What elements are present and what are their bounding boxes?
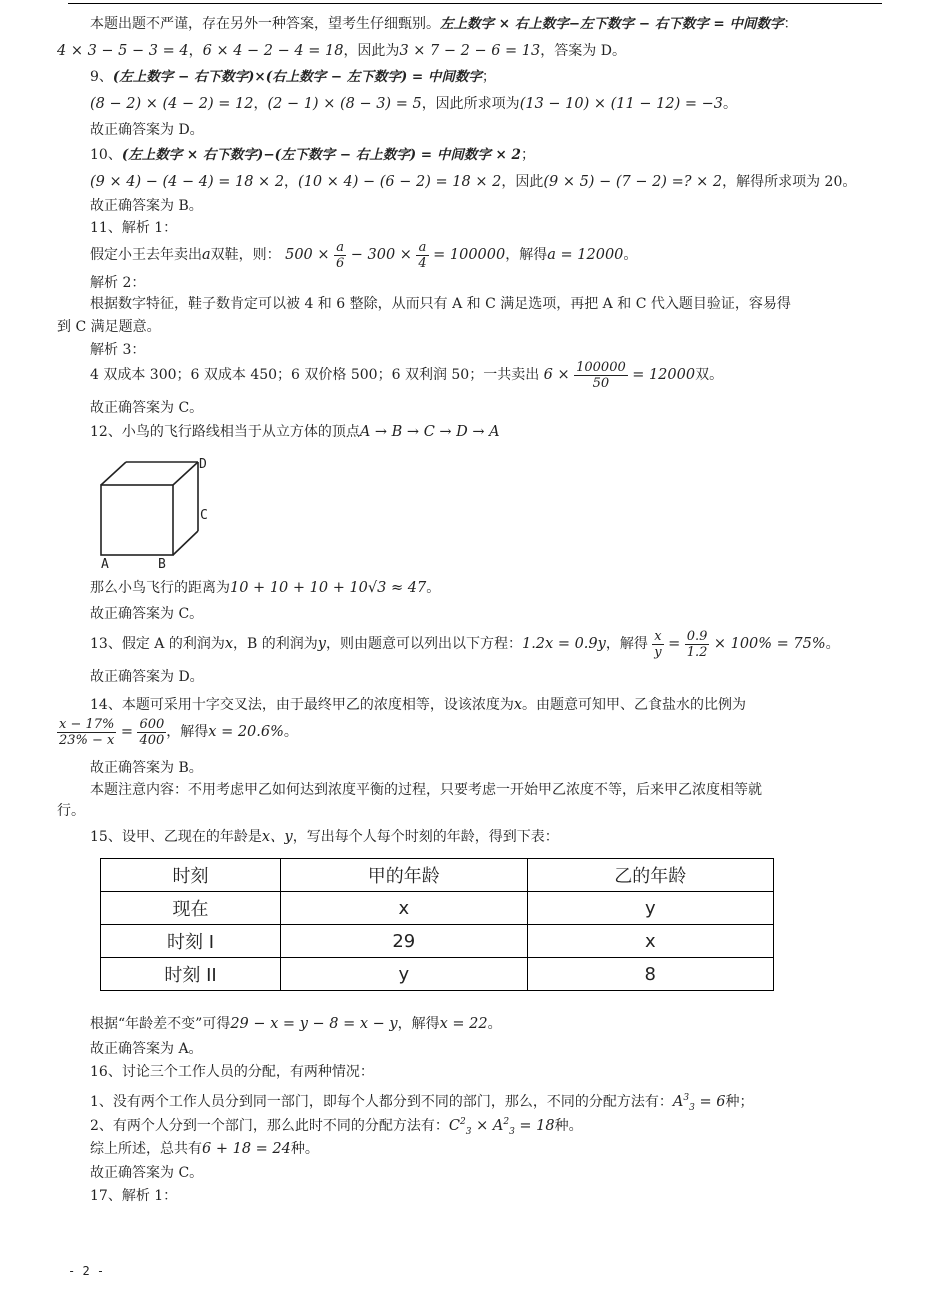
q16-summary: 综上所述，总共有6 + 18 = 24种。 <box>90 1141 319 1157</box>
table-cell: 时刻 II <box>101 958 281 991</box>
q16-answer: 故正确答案为 C。 <box>90 1165 204 1181</box>
table-cell: y <box>527 892 773 925</box>
table-cell: x <box>527 925 773 958</box>
vertex-c-label: C <box>200 508 208 523</box>
q14-note-cont: 行。 <box>57 803 85 819</box>
q14-note: 本题注意内容：不用考虑甲乙如何达到浓度平衡的过程，只要考虑一开始甲乙浓度不等，后来甲乙浓度相等就 <box>90 782 762 798</box>
table-header: 甲的年龄 <box>281 859 527 892</box>
q15-text: 15、设甲、乙现在的年龄是x、y，写出每个人每个时刻的年龄，得到下表： <box>90 829 559 845</box>
cube-diagram <box>92 455 232 579</box>
q11-analysis-2: 解析 2： <box>90 275 146 291</box>
vertex-d-label: D <box>199 457 207 472</box>
q11-equation: 假定小王去年卖出a双鞋，则： 500 × $\frac{a}{6}$ − 300 × $\frac{a}{4}$ = 100000，解得a = 12000。 <box>90 239 638 271</box>
table-cell: 时刻 I <box>101 925 281 958</box>
q11-analysis-3: 解析 3： <box>90 342 146 358</box>
q16-case-1: 1、没有两个工作人员分到同一部门，即每个人都分到不同的部门，那么，不同的分配方法有：$A^3_3 = 6$种； <box>90 1093 754 1113</box>
q13-answer: 故正确答案为 D。 <box>90 669 204 685</box>
q16-case-2: 2、有两个人分到一个部门，那么此时不同的分配方法有：$C^2_3 \times A^2_3 = 18$种。 <box>90 1117 583 1137</box>
q10-rule: 10、(左上数字 × 右下数字)−(左下数字 − 右上数字) = 中间数字 × 2； <box>90 147 535 163</box>
q14-text: 14、本题可采用十字交叉法，由于最终甲乙的浓度相等，设该浓度为x。由题意可知甲、乙食盐水的比例为 <box>90 697 747 713</box>
table-row <box>101 958 774 991</box>
line-note: 本题出题不严谨，存在另外一种答案，望考生仔细甄别。左上数字 × 右上数字−左下数字 − 右下数字 = 中间数字： <box>90 16 798 32</box>
q15-answer: 故正确答案为 A。 <box>90 1041 203 1057</box>
table-header: 乙的年龄 <box>527 859 773 892</box>
age-table <box>100 858 774 991</box>
line-8-formulas: 4 × 3 − 5 − 3 = 4，6 × 4 − 2 − 4 = 18，因此为3 × 7 − 2 − 6 = 13，答案为 D。 <box>57 43 626 59</box>
q11-heading: 11、解析 1： <box>90 220 178 236</box>
q9-rule: 9、(左上数字 − 右下数字)×(右上数字 − 左下数字) = 中间数字； <box>90 69 496 85</box>
q15-derivation: 根据“年龄差不变”可得29 − x = y − 8 = x − y，解得x = 22。 <box>90 1016 502 1032</box>
q9-answer: 故正确答案为 D。 <box>90 122 204 138</box>
q14-formula: $\frac{x - 17\%}{23\% - x}$ = $\frac{600}{400}$ ，解得x = 20.6%。 <box>59 716 298 748</box>
table-cell: x <box>281 892 527 925</box>
table-cell: y <box>281 958 527 991</box>
vertex-b-label: B <box>158 557 166 572</box>
table-header-row <box>101 859 774 892</box>
table-cell: 现在 <box>101 892 281 925</box>
q11-answer: 故正确答案为 C。 <box>90 400 204 416</box>
page-number: - 2 - <box>68 1264 105 1278</box>
q14-answer: 故正确答案为 B。 <box>90 760 203 776</box>
q17-heading: 17、解析 1： <box>90 1188 178 1204</box>
header-rule <box>68 3 882 4</box>
table-row <box>101 892 774 925</box>
q9-formulas: (8 − 2) × (4 − 2) = 12，(2 − 1) × (8 − 3) = 5，因此所求项为(13 − 10) × (11 − 12) = −3。 <box>90 96 737 112</box>
vertex-a-label: A <box>101 557 109 572</box>
table-cell: 29 <box>281 925 527 958</box>
q10-formulas: (9 × 4) − (4 − 4) = 18 × 2，(10 × 4) − (6 − 2) = 18 × 2，因此(9 × 5) − (7 − 2) =? × 2，解得所求项为 20。 <box>90 174 857 190</box>
q13-text: 13、假定 A 的利润为x，B 的利润为y，则由题意可以列出以下方程：1.2x = 0.9y，解得 $\frac{x}{y}$ = $\frac{0.9}{1.2}$ × 100% = 75%。 <box>90 628 840 660</box>
table-row <box>101 925 774 958</box>
q11-analysis-2-cont: 到 C 满足题意。 <box>57 319 161 335</box>
q12-answer: 故正确答案为 C。 <box>90 606 204 622</box>
q12-distance: 那么小鸟飞行的距离为10 + 10 + 10 + 10√3 ≈ 47。 <box>90 580 441 596</box>
q16-text: 16、讨论三个工作人员的分配，有两种情况： <box>90 1064 374 1080</box>
table-header: 时刻 <box>101 859 281 892</box>
q10-answer: 故正确答案为 B。 <box>90 198 203 214</box>
q11-analysis-2-text: 根据数字特征，鞋子数肯定可以被 4 和 6 整除，从而只有 A 和 C 满足选项，再把 A 和 C 代入题目验证，容易得 <box>90 296 791 312</box>
q11-analysis-3-text: 4 双成本 300；6 双成本 450；6 双价格 500；6 双利润 50；一共卖出 6 × $\frac{100000}{50}$ = 12000双。 <box>90 359 724 391</box>
table-cell: 8 <box>527 958 773 991</box>
q12-text: 12、小鸟的飞行路线相当于从立方体的顶点A → B → C → D → A <box>90 424 500 440</box>
